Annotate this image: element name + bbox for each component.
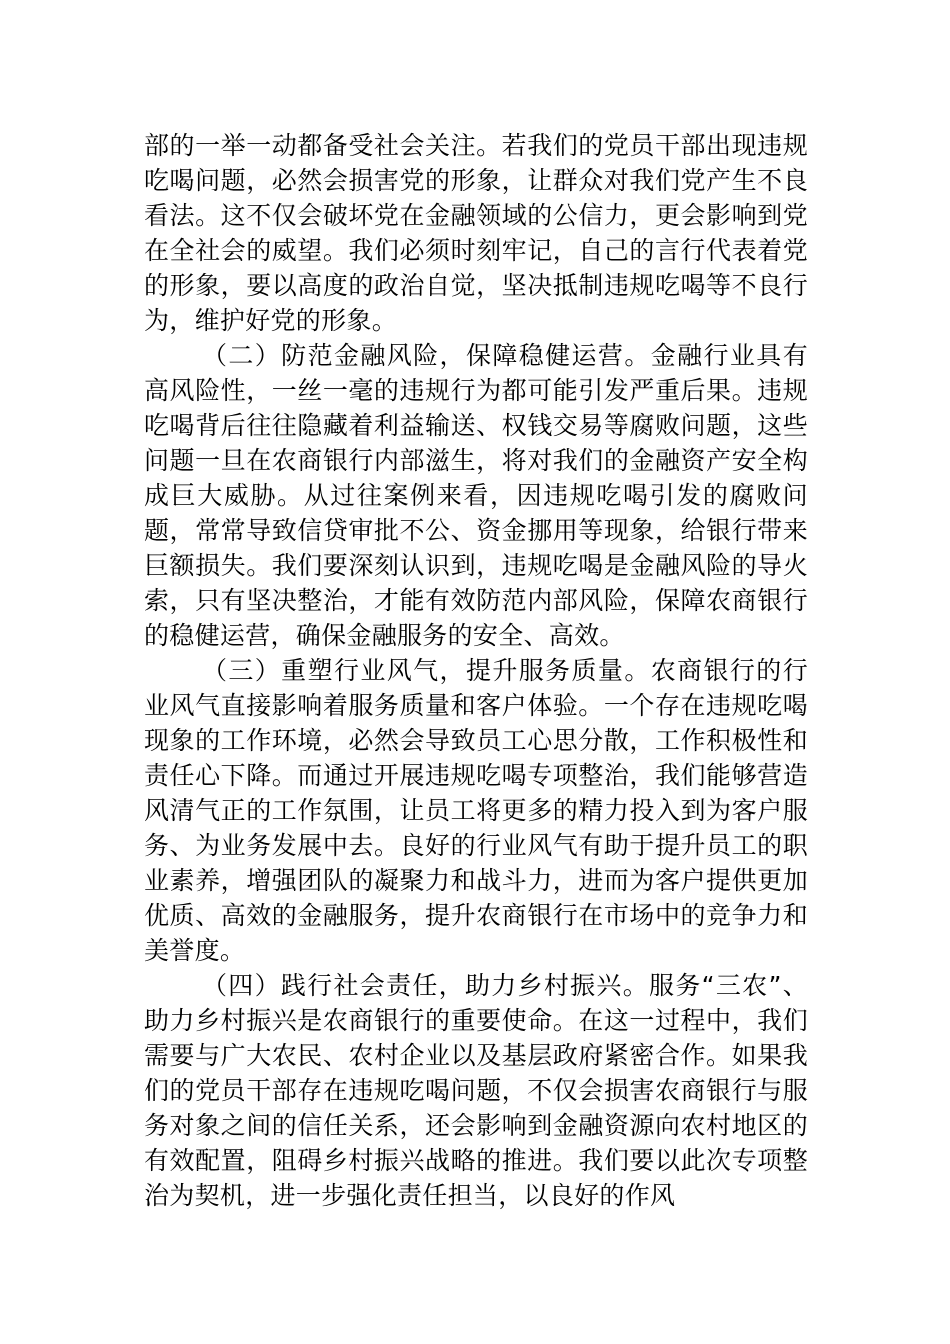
paragraph-section-4: （四）践行社会责任，助力乡村振兴。服务“三农”、助力乡村振兴是农商银行的重要使命。在这一过程中，我们需要与广大农民、农村企业以及基层政府紧密合作。如果我们的党员干部存在违规吃喝问题，不仅会损害农商银行与服务对象之间的信任关系，还会影响到金融资源向农村地区的有效配置，阻碍乡村振兴战略的推进。我们要以此次专项整治为契机，进一步强化责任担当，以良好的作风 [144, 971, 808, 1210]
paragraph-section-2: （二）防范金融风险，保障稳健运营。金融行业具有高风险性，一丝一毫的违规行为都可能引发严重后果。违规吃喝背后往往隐藏着利益输送、权钱交易等腐败问题，这些问题一旦在农商银行内部滋生，将对我们的金融资产安全构成巨大威胁。从过往案例来看，因违规吃喝引发的腐败问题，常常导致信贷审批不公、资金挪用等现象，给银行带来巨额损失。我们要深刻认识到，违规吃喝是金融风险的导火索，只有坚决整治，才能有效防范内部风险，保障农商银行的稳健运营，确保金融服务的安全、高效。 [144, 341, 808, 650]
paragraph-continuation: 部的一举一动都备受社会关注。若我们的党员干部出现违规吃喝问题，必然会损害党的形象，让群众对我们党产生不良看法。这不仅会破坏党在金融领域的公信力，更会影响到党在全社会的威望。我们必须时刻牢记，自己的言行代表着党的形象，要以高度的政治自觉，坚决抵制违规吃喝等不良行为，维护好党的形象。 [144, 131, 808, 335]
document-body [144, 128, 808, 1213]
paragraph-section-3: （三）重塑行业风气，提升服务质量。农商银行的行业风气直接影响着服务质量和客户体验。一个存在违规吃喝现象的工作环境，必然会导致员工心思分散，工作积极性和责任心下降。而通过开展违规吃喝专项整治，我们能够营造风清气正的工作氛围，让员工将更多的精力投入到为客户服务、为业务发展中去。良好的行业风气有助于提升员工的职业素养，增强团队的凝聚力和战斗力，进而为客户提供更加优质、高效的金融服务，提升农商银行在市场中的竞争力和美誉度。 [144, 656, 808, 965]
